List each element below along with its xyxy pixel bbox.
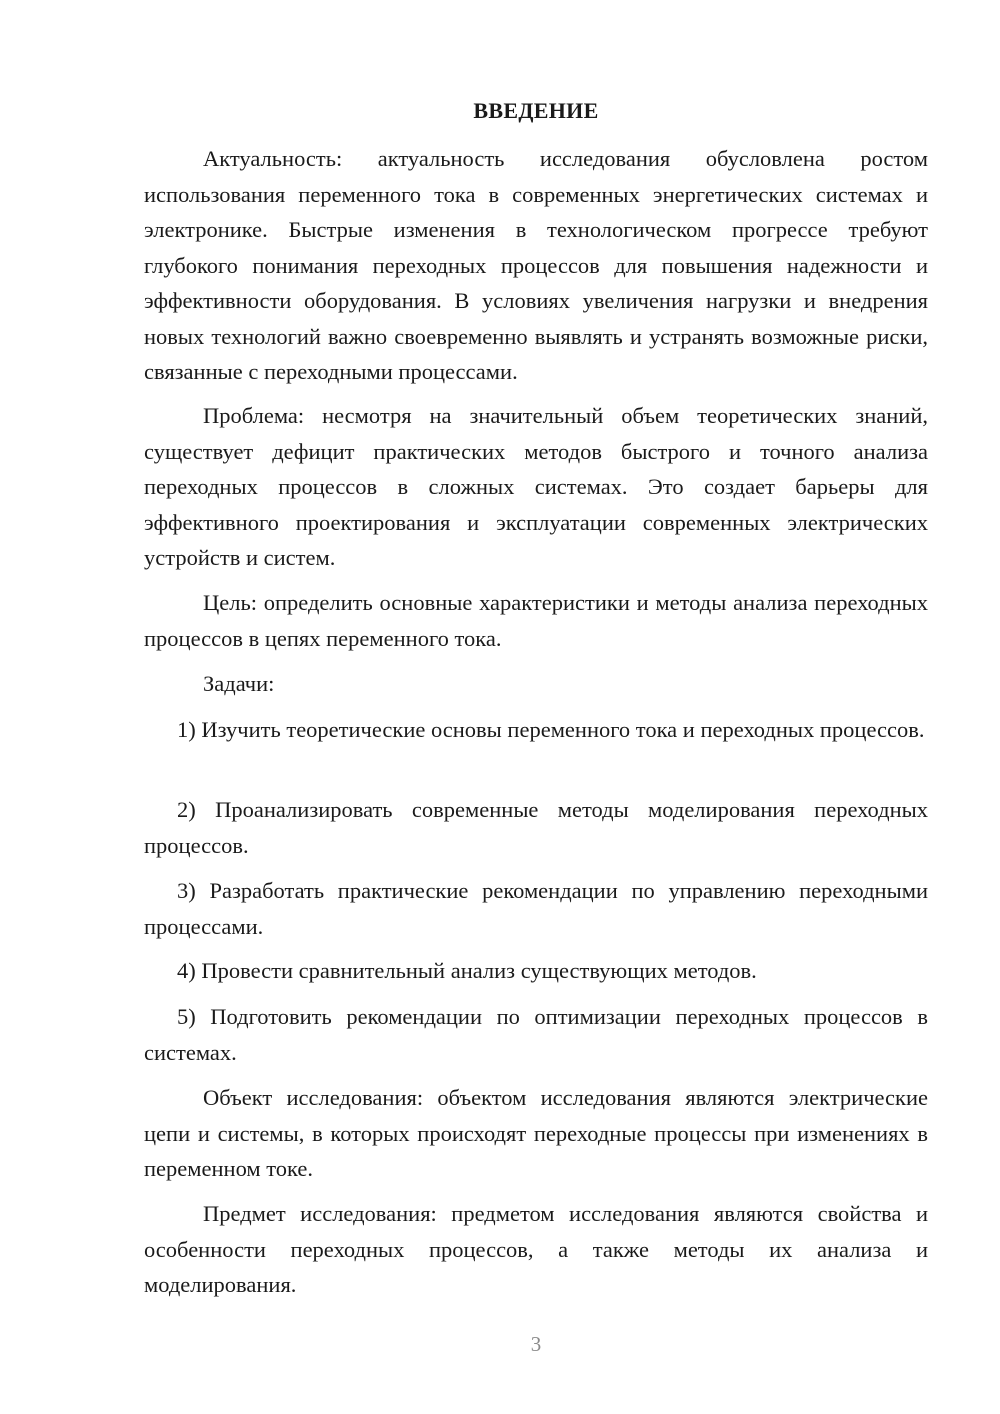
paragraph-subject: Предмет исследования: предметом исследования являются свойства и особенности переходных процессов, а также методы их анализа и моделирования. xyxy=(144,1201,928,1297)
task-item-1: 1) Изучить теоретические основы переменного тока и переходных процессов. xyxy=(177,717,925,742)
paragraph-object: Объект исследования: объектом исследования являются электрические цепи и системы, в которых происходят переходные процессы при изменениях в переменном токе. xyxy=(144,1085,928,1181)
task-item-2: 2) Проанализировать современные методы моделирования переходных процессов. xyxy=(144,797,928,858)
tasks-heading: Задачи: xyxy=(203,671,275,696)
paragraph-goal: Цель: определить основные характеристики и методы анализа переходных процессов в цепях переменного тока. xyxy=(144,590,928,651)
page-number: 3 xyxy=(530,1332,542,1356)
paragraph-problem: Проблема: несмотря на значительный объем теоретических знаний, существует дефицит практических методов быстрого и точного анализа переходных процессов в сложных системах. Это создает барьеры для эффективного проектирования и эксплуатации современных электрических устройств и систем. xyxy=(144,403,928,570)
paragraph-relevance: Актуальность: актуальность исследования обусловлена ростом использования переменного тока в современных энергетических системах и электронике. Быстрые изменения в технологическом прогрессе требуют глубокого понимания переходных процессов для повышения надежности и эффективности оборудования. В условиях увеличения нагрузки и внедрения новых технологий важно своевременно выявлять и устранять возможные риски, связанные с переходными процессами. xyxy=(144,146,928,384)
task-item-3: 3) Разработать практические рекомендации по управлению переходными процессами. xyxy=(144,878,928,939)
task-item-4: 4) Провести сравнительный анализ существующих методов. xyxy=(177,958,757,983)
page-title: ВВЕДЕНИЕ xyxy=(473,98,599,123)
task-item-5: 5) Подготовить рекомендации по оптимизации переходных процессов в системах. xyxy=(144,1004,928,1065)
